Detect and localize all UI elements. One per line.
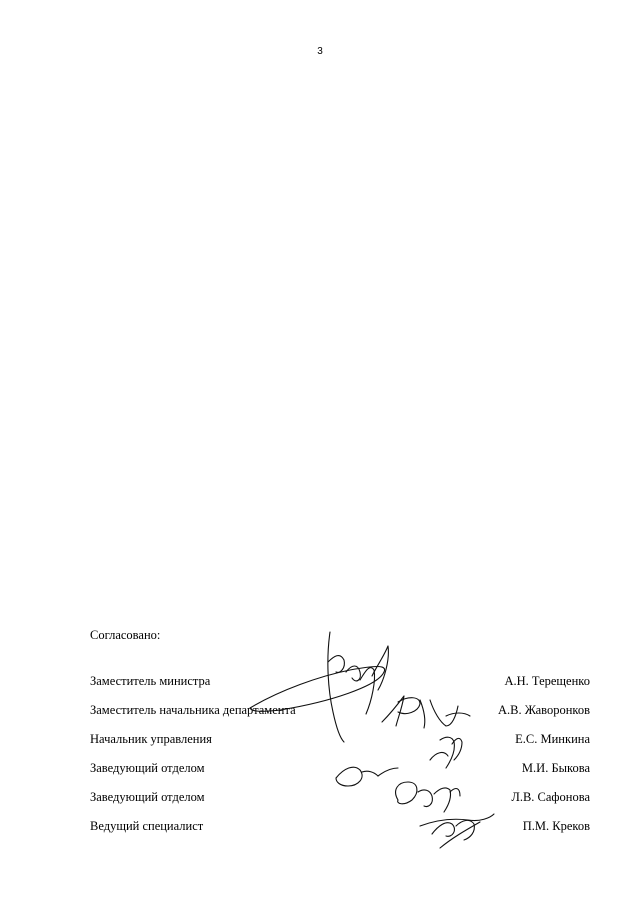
signatory-name: М.И. Быкова (521, 761, 590, 775)
approval-heading: Согласовано: (90, 628, 161, 642)
signatory-row (90, 703, 590, 721)
signatory-name: Е.С. Минкина (515, 732, 590, 746)
signatory-position: Заведующий отделом (90, 761, 205, 775)
page-number: 3 (317, 46, 323, 57)
signatory-position: Начальник управления (90, 732, 212, 746)
signatory-name: П.М. Креков (522, 819, 590, 833)
signatory-position: Ведущий специалист (90, 819, 204, 833)
signatory-position: Заведующий отделом (90, 790, 205, 804)
signatory-position: Заместитель министра (90, 674, 211, 688)
signatory-row (90, 732, 590, 750)
signatory-row (90, 761, 590, 779)
signatory-name: Л.В. Сафонова (511, 790, 590, 804)
signatory-position: Заместитель начальника департамента (90, 703, 296, 717)
signatory-row (90, 790, 590, 808)
signatory-row (90, 674, 590, 692)
signatory-name: А.В. Жаворонков (497, 703, 590, 717)
signatory-row (90, 819, 590, 837)
signatory-name: А.Н. Терещенко (504, 674, 590, 688)
